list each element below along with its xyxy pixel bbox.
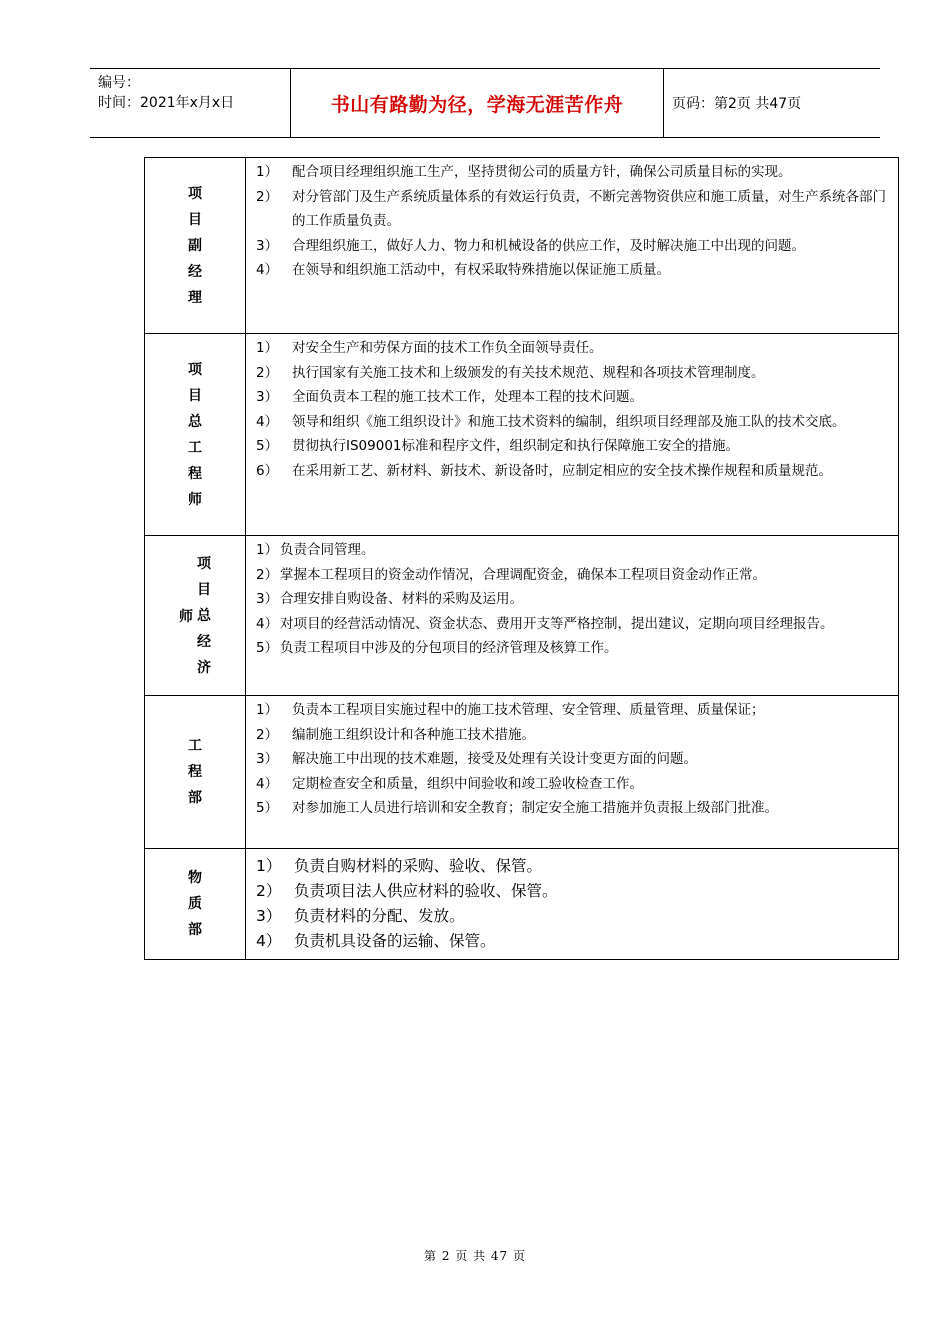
table-row <box>145 536 899 696</box>
list-item: 3） 解决施工中出现的技术难题，接受及处理有关设计变更方面的问题。 <box>256 751 697 767</box>
role-char: 工 <box>188 439 202 456</box>
list-item: 1） 负责自购材料的采购、验收、保管。 <box>256 857 543 875</box>
header-motto: 书山有路勤为径，学海无涯苦作舟 <box>330 93 624 116</box>
list-item: 3） 合理组织施工，做好人力、物力和机械设备的供应工作，及时解决施工中出现的问题。 <box>256 237 805 254</box>
list-item: 2） 负责项目法人供应材料的验收、保管。 <box>256 882 558 900</box>
role-char: 目 <box>197 581 211 598</box>
role-char: 程 <box>188 465 202 482</box>
header-meta <box>98 73 288 113</box>
list-item: 2） 编制施工组织设计和各种施工技术措施。 <box>256 726 535 743</box>
list-item: 5） 贯彻执行IS09001标准和程序文件，组织制定和执行保障施工安全的措施。 <box>256 438 739 454</box>
role-char: 副 <box>188 237 202 254</box>
role-cell <box>145 849 246 960</box>
list-item: 1） 负责本工程项目实施过程中的施工技术管理、安全管理、质量管理、质量保证； <box>256 702 765 718</box>
role-cell <box>145 696 246 849</box>
role-char: 济 <box>197 659 211 676</box>
duties-cell <box>246 334 899 536</box>
list-item: 3） 负责材料的分配、发放。 <box>256 907 465 925</box>
role-char: 项 <box>197 555 211 572</box>
list-item: 3） 合理安排自购设备、材料的采购及运用。 <box>256 591 523 607</box>
role-char: 经 <box>197 633 211 650</box>
list-item: 5） 对参加施工人员进行培训和安全教育；制定安全施工措施并负责报上级部门批准。 <box>256 800 778 816</box>
role-char: 物 <box>188 870 202 886</box>
list-item: 2） 执行国家有关施工技术和上级颁发的有关技术规范、规程和各项技术管理制度。 <box>256 364 765 381</box>
list-item: 4） 定期检查安全和质量，组织中间验收和竣工验收检查工作。 <box>256 775 643 792</box>
role-char: 质 <box>188 896 202 912</box>
role-char: 目 <box>188 387 202 404</box>
list-item: 4） 对项目的经营活动情况、资金状态、费用开支等严格控制，提出建议，定期向项目经理报告。 <box>256 615 834 632</box>
role-char: 师 <box>179 608 193 625</box>
role-cell <box>145 536 246 696</box>
role-char: 部 <box>188 922 202 938</box>
role-char: 工 <box>188 738 202 754</box>
list-item: 1） 配合项目经理组织施工生产，坚持贯彻公司的质量方针，确保公司质量目标的实现。 <box>256 164 792 180</box>
list-item: 2） 对分管部门及生产系统质量体系的有效运行负责，不断完善物资供应和施工质量，对生产系统各部门的工作质量负责。 <box>256 188 886 229</box>
role-char: 总 <box>188 413 202 430</box>
list-item: 4） 负责机具设备的运输、保管。 <box>256 932 496 950</box>
duties-cell <box>246 696 899 849</box>
page-header <box>90 68 880 138</box>
table-row <box>145 158 899 334</box>
page-footer: 第 2 页 共 47 页 <box>424 1249 526 1263</box>
list-item: 4） 领导和组织《施工组织设计》和施工技术资料的编制，组织项目经理部及施工队的技术交底。 <box>256 413 846 430</box>
duties-cell <box>246 536 899 696</box>
role-char: 部 <box>188 790 202 806</box>
list-item: 2） 掌握本工程项目的资金动作情况，合理调配资金，确保本工程项目资金动作正常。 <box>256 566 766 583</box>
list-item: 3） 全面负责本工程的施工技术工作，处理本工程的技术问题。 <box>256 389 643 405</box>
role-char: 项 <box>188 361 202 378</box>
duties-cell <box>246 158 899 334</box>
role-cell <box>145 334 246 536</box>
code-label: 编号： <box>98 75 140 91</box>
list-item: 1） 负责合同管理。 <box>256 542 375 558</box>
responsibility-table <box>144 157 899 960</box>
role-char: 经 <box>188 263 202 280</box>
list-item: 5） 负责工程项目中涉及的分包项目的经济管理及核算工作。 <box>256 640 618 656</box>
header-divider <box>663 69 664 137</box>
list-item: 1） 对安全生产和劳保方面的技术工作负全面领导责任。 <box>256 340 603 356</box>
list-item: 6） 在采用新工艺、新材料、新技术、新设备时，应制定相应的安全技术操作规程和质量规范。 <box>256 462 832 479</box>
table-row <box>145 334 899 536</box>
role-char: 师 <box>188 491 202 508</box>
role-char: 程 <box>188 764 202 780</box>
duties-cell <box>246 849 899 960</box>
role-char: 目 <box>188 211 202 228</box>
table-row <box>145 696 899 849</box>
table-row <box>145 849 899 960</box>
role-char: 理 <box>188 289 202 306</box>
time-label: 时间：2021年x月x日 <box>98 95 235 111</box>
role-cell <box>145 158 246 334</box>
header-page-label: 页码：第2页 共47页 <box>672 96 802 112</box>
role-char: 总 <box>197 607 211 624</box>
role-char: 项 <box>188 185 202 202</box>
list-item: 4） 在领导和组织施工活动中，有权采取特殊措施以保证施工质量。 <box>256 262 670 278</box>
